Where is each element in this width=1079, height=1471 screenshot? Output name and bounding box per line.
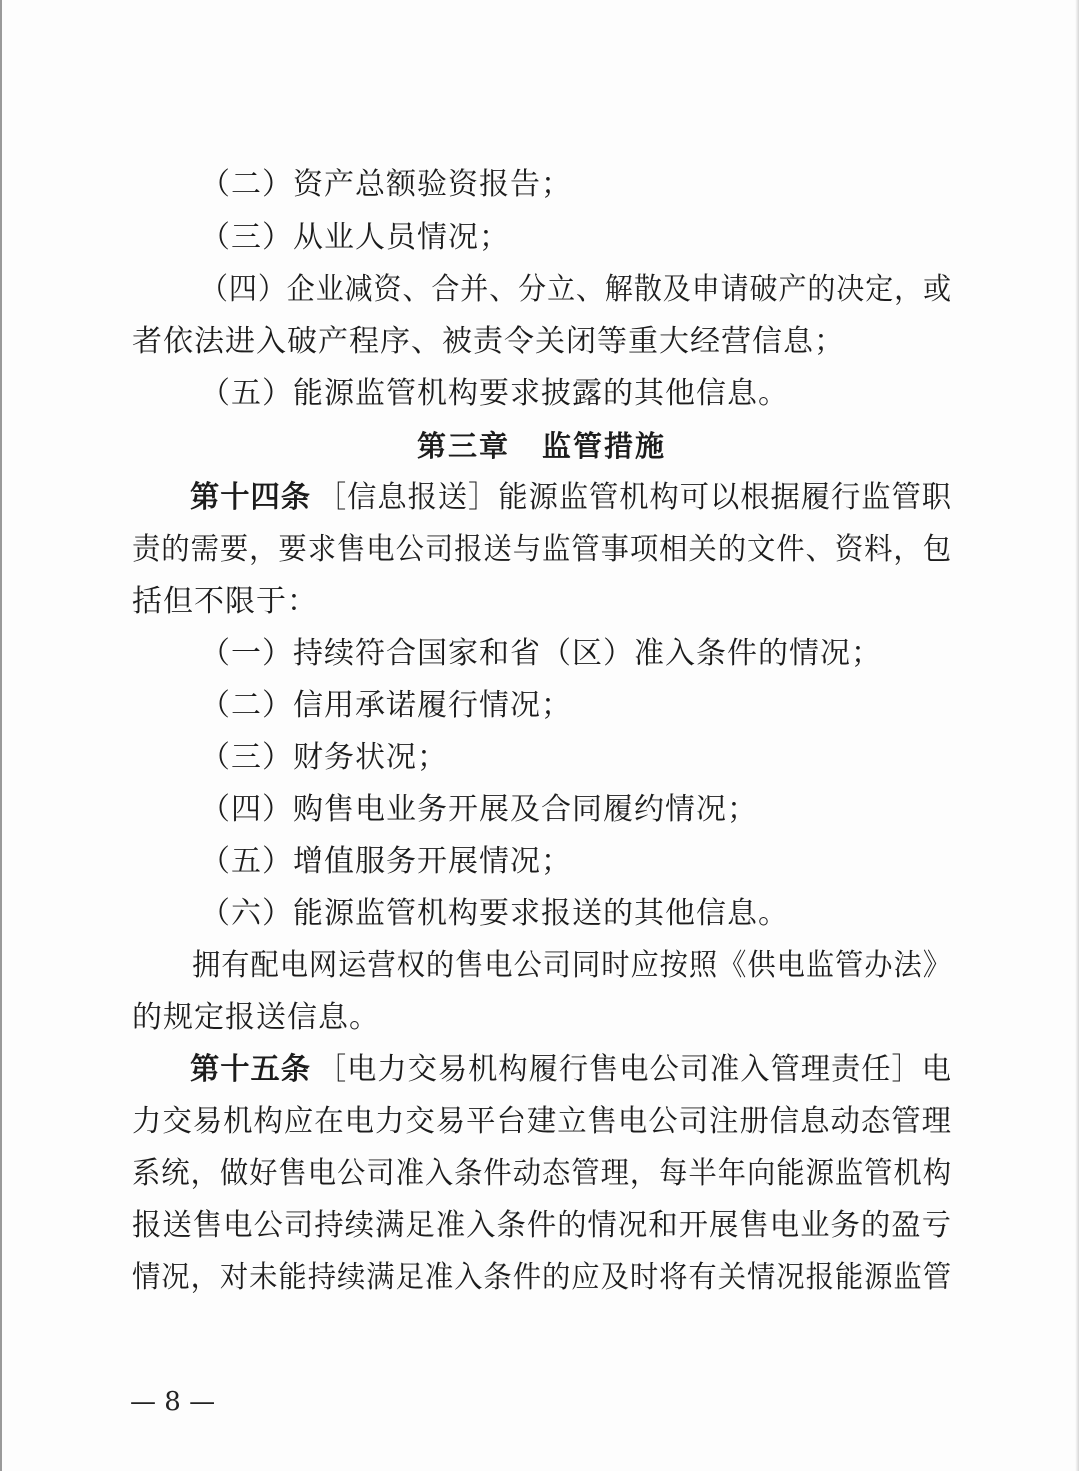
paragraph-line: 的规定报送信息。	[132, 1000, 380, 1035]
article-14-first-line	[2, 478, 1079, 518]
list-item: （六）能源监管机构要求报送的其他信息。	[200, 896, 789, 931]
paragraph-line: 责的需要，要求售电公司报送与监管事项相关的文件、资料，包	[132, 532, 952, 567]
list-item-continuation: 者依法进入破产程序、被责令关闭等重大经营信息；	[132, 324, 845, 359]
list-item: （一）持续符合国家和省（区）准入条件的情况；	[200, 636, 882, 671]
paragraph-line: 括但不限于：	[132, 584, 318, 619]
list-item: （五）能源监管机构要求披露的其他信息。	[200, 376, 789, 411]
paragraph-line: 报送售电公司持续满足准入条件的情况和开展售电业务的盈亏	[132, 1208, 953, 1243]
list-item: （三）从业人员情况；	[200, 220, 510, 255]
chapter-number: 第三章	[416, 429, 510, 463]
list-item: （二）资产总额验资报告；	[200, 167, 572, 202]
article-15-first-line	[2, 1050, 1079, 1090]
chapter-heading	[2, 426, 1079, 466]
page-edge-shadow	[1075, 0, 1079, 1471]
article-text: ［信息报送］能源监管机构可以根据履行监管职	[316, 480, 953, 515]
paragraph-line: 力交易机构应在电力交易平台建立售电公司注册信息动态管理	[132, 1104, 953, 1139]
list-item: （三）财务状况；	[200, 740, 448, 775]
page-number: — 8 —	[130, 1387, 216, 1417]
list-item: （二）信用承诺履行情况；	[200, 688, 572, 723]
paragraph-line: 系统，做好售电公司准入条件动态管理，每半年向能源监管机构	[132, 1156, 952, 1191]
chapter-title: 监管措施	[542, 429, 667, 463]
list-item: （四）购售电业务开展及合同履约情况；	[200, 792, 758, 827]
article-text: ［电力交易机构履行售电公司准入管理责任］电	[316, 1052, 953, 1087]
list-item: （四）企业减资、合并、分立、解散及申请破产的决定，或	[200, 272, 952, 307]
article-label: 第十五条	[190, 1052, 311, 1087]
paragraph-line: 拥有配电网运营权的售电公司同时应按照《供电监管办法》	[192, 948, 952, 983]
list-item: （五）增值服务开展情况；	[200, 844, 572, 879]
paragraph-line: 情况，对未能持续满足准入条件的应及时将有关情况报能源监管	[132, 1260, 952, 1295]
article-label: 第十四条	[190, 480, 311, 515]
